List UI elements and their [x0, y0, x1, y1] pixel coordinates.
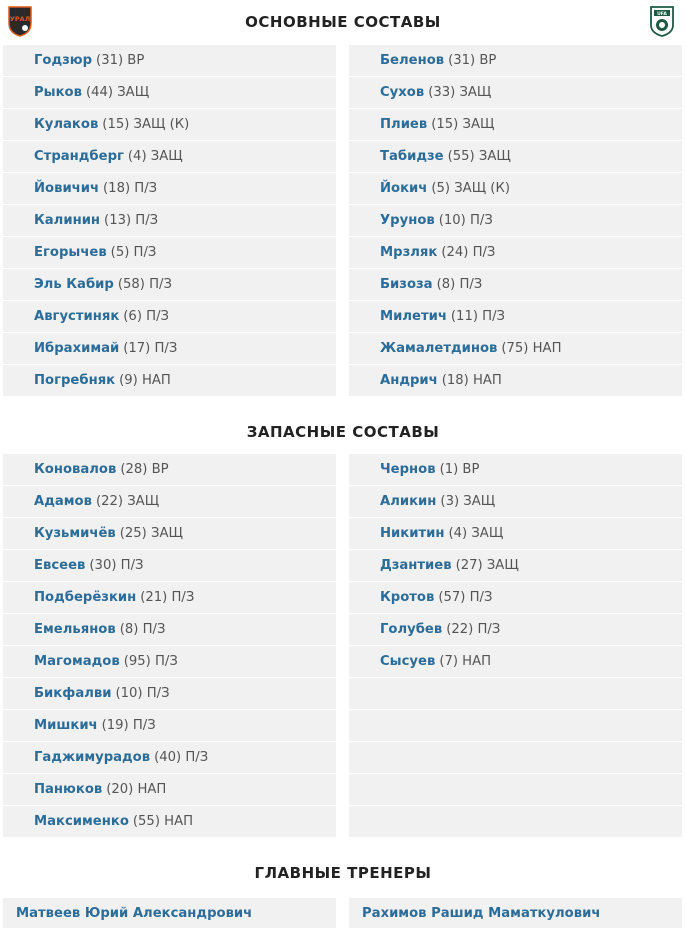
- player-row[interactable]: [3, 774, 336, 806]
- player-row[interactable]: [3, 173, 336, 205]
- player-info: (25) ЗАЩ: [119, 526, 183, 541]
- player-name[interactable]: Бизоза: [380, 277, 433, 292]
- player-info: (18) НАП: [441, 373, 502, 388]
- player-name[interactable]: Урунов: [380, 213, 435, 228]
- player-name[interactable]: Августиняк: [34, 309, 120, 324]
- player-name[interactable]: Голубев: [380, 622, 443, 637]
- player-name[interactable]: Страндберг: [34, 149, 124, 164]
- home-coach-name[interactable]: Матвеев Юрий Александрович: [16, 905, 253, 921]
- player-row[interactable]: [3, 269, 336, 301]
- player-name[interactable]: Сухов: [380, 85, 425, 100]
- player-info: (27) ЗАЩ: [455, 558, 519, 573]
- player-row[interactable]: [349, 365, 682, 397]
- player-info: (22) П/З: [446, 622, 501, 637]
- player-info: (20) НАП: [106, 782, 167, 797]
- player-row[interactable]: [3, 45, 336, 77]
- player-info: (21) П/З: [140, 590, 195, 605]
- player-info: (3) ЗАЩ: [440, 494, 496, 509]
- empty-row: [349, 710, 682, 742]
- player-row[interactable]: [3, 582, 336, 614]
- player-row[interactable]: [349, 486, 682, 518]
- player-name[interactable]: Жамалетдинов: [380, 341, 498, 356]
- player-name[interactable]: Евсеев: [34, 558, 86, 573]
- player-name[interactable]: Калинин: [34, 213, 101, 228]
- player-name[interactable]: Егорычев: [34, 245, 107, 260]
- player-row[interactable]: [349, 301, 682, 333]
- player-row[interactable]: [349, 582, 682, 614]
- svg-text:УРАЛ: УРАЛ: [9, 15, 31, 23]
- player-row[interactable]: [349, 269, 682, 301]
- player-info: (55) НАП: [132, 814, 194, 829]
- away-starting-list: [349, 45, 682, 397]
- player-row[interactable]: [349, 77, 682, 109]
- player-name[interactable]: Ибрахимай: [34, 341, 120, 356]
- player-info: (13) П/З: [104, 213, 159, 228]
- empty-row: [349, 774, 682, 806]
- player-row[interactable]: [349, 454, 682, 486]
- player-name[interactable]: Кулаков: [34, 117, 99, 132]
- player-row[interactable]: [3, 141, 336, 173]
- player-name[interactable]: Чернов: [380, 462, 436, 477]
- player-name[interactable]: Эль Кабир: [34, 277, 114, 292]
- player-info: (4) ЗАЩ: [127, 149, 183, 164]
- player-info: (19) П/З: [101, 718, 156, 733]
- head-coaches-title: ГЛАВНЫЕ ТРЕНЕРЫ: [254, 864, 432, 882]
- player-row[interactable]: [3, 333, 336, 365]
- player-info: (5) ЗАЩ (К): [431, 181, 510, 196]
- empty-row: [349, 678, 682, 710]
- player-info: (15) ЗАЩ: [431, 117, 495, 132]
- player-name[interactable]: Максименко: [34, 814, 129, 829]
- player-name[interactable]: Погребняк: [34, 373, 116, 388]
- player-row[interactable]: [349, 237, 682, 269]
- player-name[interactable]: Андрич: [380, 373, 438, 388]
- player-row[interactable]: [3, 646, 336, 678]
- player-info: (31) ВР: [448, 53, 497, 68]
- player-row[interactable]: [349, 333, 682, 365]
- home-subs-list: [3, 454, 336, 838]
- away-coach-name[interactable]: Рахимов Рашид Маматкулович: [362, 905, 601, 921]
- empty-row: [349, 742, 682, 774]
- player-row[interactable]: [3, 365, 336, 397]
- player-row[interactable]: [3, 710, 336, 742]
- player-row[interactable]: [349, 141, 682, 173]
- home-starting-list: [3, 45, 336, 397]
- player-info: (4) ЗАЩ: [448, 526, 504, 541]
- player-info: (5) П/З: [110, 245, 157, 260]
- player-row[interactable]: [349, 614, 682, 646]
- player-name[interactable]: Беленов: [380, 53, 445, 68]
- player-row[interactable]: [3, 678, 336, 710]
- player-row[interactable]: [3, 109, 336, 141]
- player-row[interactable]: [349, 518, 682, 550]
- player-info: (40) П/З: [154, 750, 209, 765]
- player-name[interactable]: Мрзляк: [380, 245, 438, 260]
- player-name[interactable]: Рыков: [34, 85, 82, 100]
- player-name[interactable]: Гаджимурадов: [34, 750, 151, 765]
- player-name[interactable]: Кузьмичёв: [34, 526, 116, 541]
- player-name[interactable]: Магомадов: [34, 654, 120, 669]
- player-name[interactable]: Йовичич: [34, 181, 100, 196]
- player-name[interactable]: Годзюр: [34, 53, 93, 68]
- player-info: (6) П/З: [123, 309, 169, 324]
- player-name[interactable]: Никитин: [380, 526, 445, 541]
- player-name[interactable]: Емельянов: [34, 622, 116, 637]
- player-name[interactable]: Адамов: [34, 494, 92, 509]
- player-info: (58) П/З: [117, 277, 172, 292]
- player-name[interactable]: Сысуев: [380, 654, 436, 669]
- player-name[interactable]: Коновалов: [34, 462, 117, 477]
- away-subs-list: [349, 454, 682, 838]
- player-row[interactable]: [3, 301, 336, 333]
- player-info: (24) П/З: [441, 245, 496, 260]
- player-row[interactable]: [3, 614, 336, 646]
- player-row[interactable]: [3, 806, 336, 838]
- player-row[interactable]: [3, 454, 336, 486]
- player-name[interactable]: Табидзе: [380, 149, 444, 164]
- player-name[interactable]: Плиев: [380, 117, 428, 132]
- player-row[interactable]: [3, 77, 336, 109]
- player-info: (55) ЗАЩ: [447, 149, 511, 164]
- player-row[interactable]: [3, 550, 336, 582]
- player-info: (7) НАП: [439, 654, 492, 669]
- player-row[interactable]: [3, 742, 336, 774]
- player-info: (75) НАП: [501, 341, 562, 356]
- player-info: (11) П/З: [450, 309, 505, 324]
- substitutes-title: ЗАПАСНЫЕ СОСТАВЫ: [246, 423, 440, 441]
- home-coach-row[interactable]: [3, 898, 336, 928]
- player-row[interactable]: [349, 550, 682, 582]
- player-name[interactable]: Милетич: [380, 309, 447, 324]
- player-info: (10) П/З: [438, 213, 493, 228]
- player-name[interactable]: Мишкич: [34, 718, 98, 733]
- player-info: (30) П/З: [89, 558, 144, 573]
- player-info: (8) П/З: [119, 622, 166, 637]
- player-info: (57) П/З: [438, 590, 493, 605]
- player-row[interactable]: [3, 205, 336, 237]
- player-name[interactable]: Подберёзкин: [34, 590, 137, 605]
- player-name[interactable]: Аликин: [380, 494, 437, 509]
- player-info: (10) П/З: [115, 686, 170, 701]
- player-row[interactable]: [3, 518, 336, 550]
- player-info: (28) ВР: [120, 462, 169, 477]
- player-info: (22) ЗАЩ: [95, 494, 160, 509]
- player-name[interactable]: Йокич: [380, 181, 428, 196]
- player-info: (9) НАП: [119, 373, 171, 388]
- player-row[interactable]: [3, 237, 336, 269]
- player-name[interactable]: Бикфалви: [34, 686, 112, 701]
- svg-text:UFA: UFA: [657, 12, 667, 17]
- player-info: (17) П/З: [123, 341, 178, 356]
- player-row[interactable]: [349, 646, 682, 678]
- starting-lineups-title: ОСНОВНЫЕ СОСТАВЫ: [245, 13, 441, 31]
- player-info: (1) ВР: [439, 462, 480, 477]
- player-row[interactable]: [349, 109, 682, 141]
- player-name[interactable]: Панюков: [34, 782, 103, 797]
- empty-row: [349, 806, 682, 838]
- away-coach-row[interactable]: [349, 898, 682, 928]
- player-info: (8) П/З: [436, 277, 483, 292]
- player-info: (15) ЗАЩ (К): [102, 117, 190, 132]
- player-info: (33) ЗАЩ: [428, 85, 492, 100]
- player-name[interactable]: Кротов: [380, 590, 435, 605]
- player-info: (31) ВР: [96, 53, 145, 68]
- player-row[interactable]: [3, 486, 336, 518]
- player-name[interactable]: Дзантиев: [380, 558, 452, 573]
- player-info: (18) П/З: [103, 181, 158, 196]
- player-row[interactable]: [349, 173, 682, 205]
- player-row[interactable]: [349, 205, 682, 237]
- player-row[interactable]: [349, 45, 682, 77]
- player-info: (44) ЗАЩ: [85, 85, 150, 100]
- player-info: (95) П/З: [123, 654, 178, 669]
